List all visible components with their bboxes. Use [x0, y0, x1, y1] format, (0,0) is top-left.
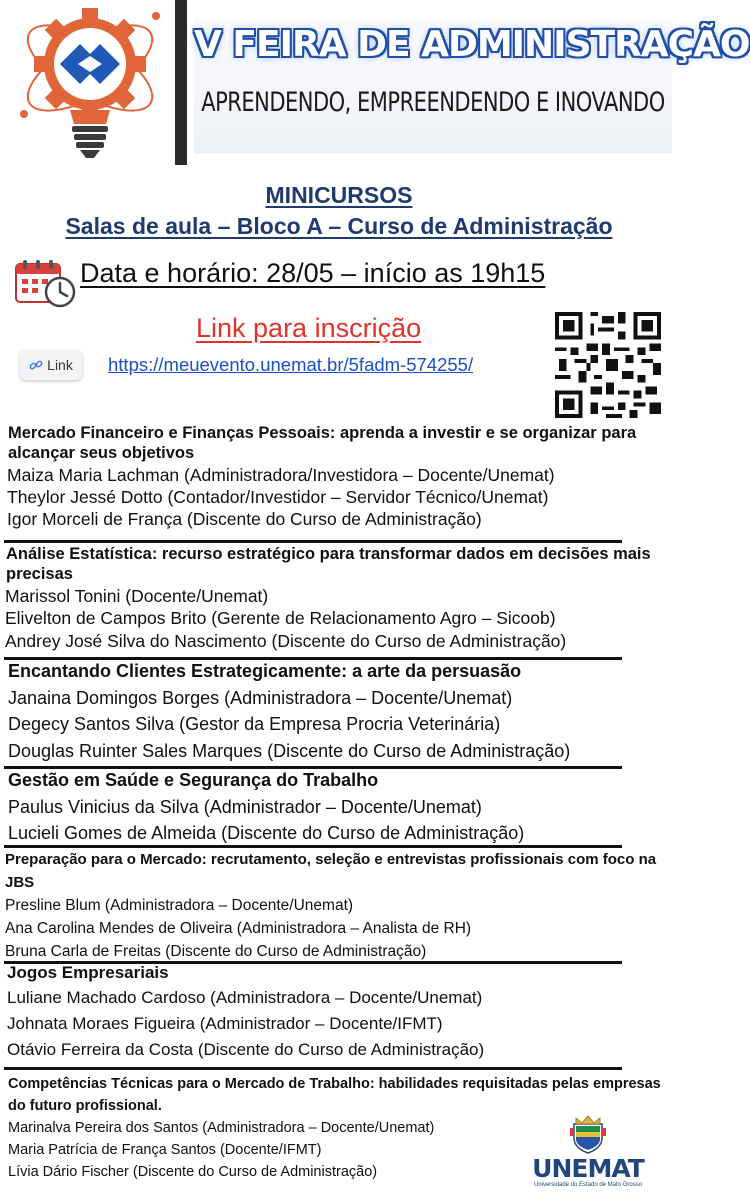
- header-divider: [175, 0, 187, 165]
- course-title: Mercado Financeiro e Finanças Pessoais: aprenda a investir e se organizar para alcançar seus objetivos: [8, 424, 637, 462]
- link-chip: [20, 350, 82, 380]
- event-header: [0, 0, 750, 170]
- course-person: Paulus Vinicius da Silva (Administrador – Docente/Unemat): [8, 796, 482, 817]
- unemat-crest-icon: [570, 1114, 606, 1154]
- section-divider: [4, 657, 622, 660]
- course-person: Maiza Maria Lachman (Administradora/Investidora – Docente/Unemat): [7, 464, 555, 485]
- course-person: Presline Blum (Administradora – Docente/Unemat): [5, 897, 354, 914]
- course-block: [0, 424, 678, 530]
- course-person: Marissol Tonini (Docente/Unemat): [5, 585, 269, 606]
- course-person: Lucieli Gomes de Almeida (Discente do Curso de Administração): [8, 822, 525, 843]
- section-divider: [4, 766, 622, 769]
- section-divider: [4, 1067, 622, 1070]
- calendar-clock-icon: [14, 258, 76, 308]
- registration-url[interactable]: https://meuevento.unemat.br/5fadm-574255/: [108, 354, 474, 375]
- course-person: Theylor Jessé Dotto (Contador/Investidor – Servidor Técnico/Unemat): [7, 486, 549, 507]
- course-title: Gestão em Saúde e Segurança do Trabalho: [8, 770, 379, 790]
- course-title: Encantando Clientes Estrategicamente: a arte da persuasão: [8, 661, 522, 681]
- course-person: Igor Morceli de França (Discente do Curso de Administração): [7, 508, 482, 529]
- course-person: Andrey José Silva do Nascimento (Discente do Curso de Administração): [5, 630, 567, 651]
- lightbulb-gear-logo-icon: [18, 2, 168, 164]
- date-time-line: Data e horário: 28/05 – início as 19h15: [80, 258, 546, 288]
- registration-link-label[interactable]: Link para inscrição: [196, 313, 422, 343]
- unemat-logo: [528, 1112, 648, 1194]
- link-chip-label: Link: [47, 357, 73, 373]
- course-title: Competências Técnicas para o Mercado de Trabalho: habilidades requisitadas pelas empresas do futuro profissional.: [8, 1076, 661, 1114]
- location-line: Salas de aula – Bloco A – Curso de Administração: [65, 213, 613, 239]
- course-person: Maria Patrícia de França Santos (Docente/IFMT): [8, 1142, 322, 1158]
- course-person: Marinalva Pereira dos Santos (Administradora – Docente/Unemat): [8, 1120, 435, 1136]
- section-divider: [4, 540, 622, 543]
- course-person: Janaina Domingos Borges (Administradora – Docente/Unemat): [8, 687, 513, 708]
- org-tagline: Universidade do Estado de Mato Grosso: [533, 1182, 643, 1188]
- qr-code-icon[interactable]: [551, 308, 665, 422]
- course-person: Luliane Machado Cardoso (Administradora – Docente/Unemat): [7, 988, 483, 1008]
- org-name: UNEMAT: [532, 1154, 644, 1183]
- course-title: Análise Estatística: recurso estratégico para transformar dados em decisões mais precisas: [6, 545, 651, 583]
- course-title: Preparação para o Mercado: recrutamento, seleção e entrevistas profissionais com foco na JBS: [5, 851, 657, 891]
- title-banner: [194, 18, 750, 154]
- course-person: Lívia Dário Fischer (Discente do Curso de Administração): [8, 1164, 378, 1180]
- course-block: [0, 661, 678, 765]
- course-person: Johnata Moraes Figueira (Administrador – Docente/IFMT): [7, 1014, 443, 1034]
- course-person: Elivelton de Campos Brito (Gerente de Relacionamento Agro – Sicoob): [5, 608, 556, 629]
- course-person: Ana Carolina Mendes de Oliveira (Administradora – Analista de RH): [5, 920, 472, 937]
- course-person: Douglas Ruinter Sales Marques (Discente do Curso de Administração): [8, 740, 571, 761]
- course-title: Jogos Empresariais: [7, 963, 169, 982]
- chain-link-icon: [29, 358, 43, 372]
- course-block: [0, 848, 678, 963]
- section-heading: MINICURSOS: [265, 182, 413, 208]
- course-block: [0, 963, 678, 1063]
- event-subtitle: APRENDENDO, EMPREENDENDO E INOVANDO: [201, 87, 665, 117]
- course-person: Otávio Ferreira da Costa (Discente do Curso de Administração): [7, 1040, 485, 1060]
- course-block: [0, 545, 678, 652]
- course-person: Bruna Carla de Freitas (Discente do Curso de Administração): [5, 943, 427, 960]
- course-person: Degecy Santos Silva (Gestor da Empresa Procria Veterinária): [8, 713, 501, 734]
- course-block: [0, 770, 678, 847]
- event-title: V FEIRA DE ADMINISTRAÇÃO: [194, 24, 750, 65]
